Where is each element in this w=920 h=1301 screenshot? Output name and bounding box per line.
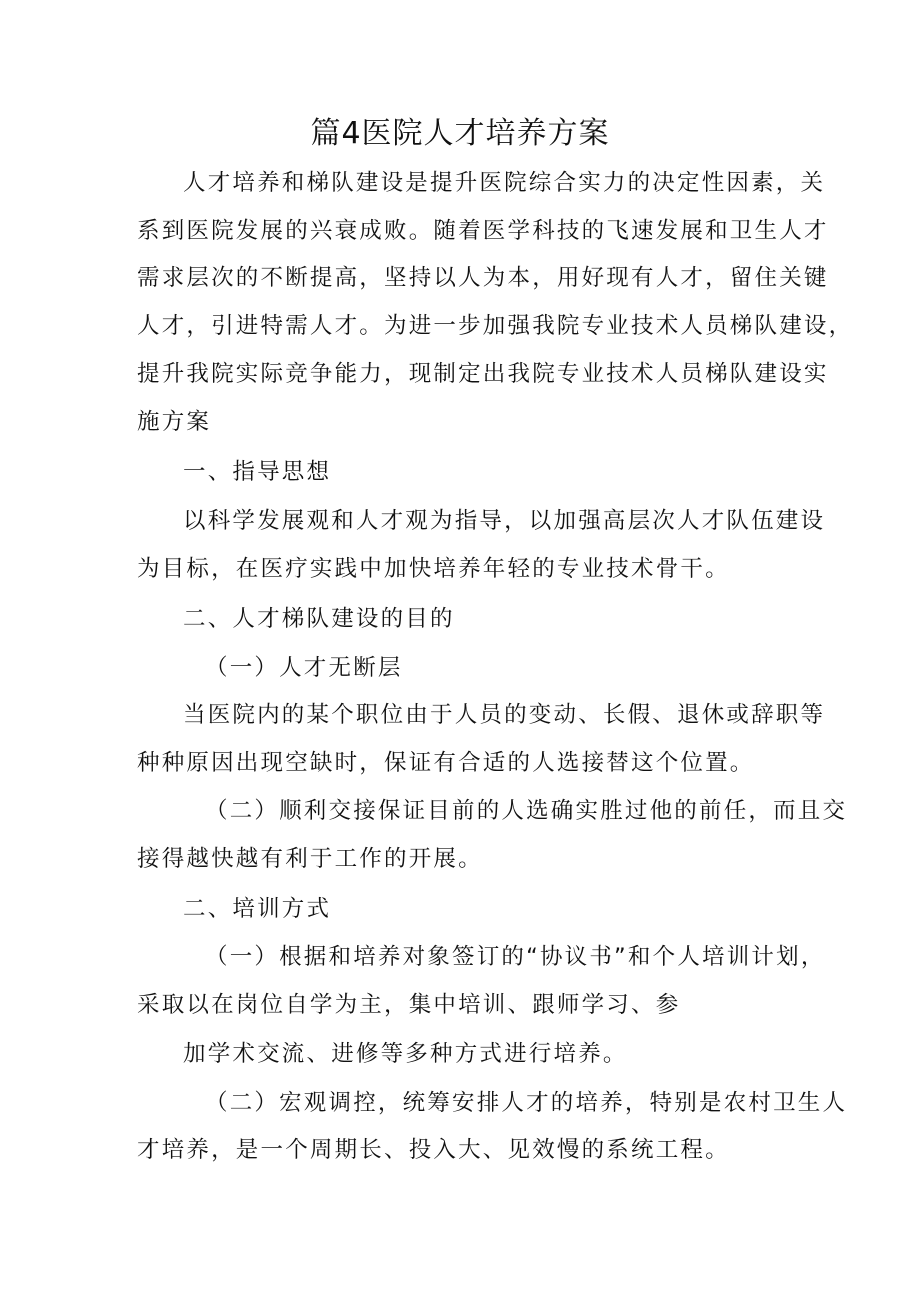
- section-heading: 二、人才梯队建设的目的: [183, 606, 455, 632]
- section-heading: 二、培训方式: [183, 896, 332, 922]
- paragraph-line: （二）宏观调控，统筹安排人才的培养，特别是农村卫生人: [205, 1090, 848, 1116]
- paragraph-line: 当医院内的某个职位由于人员的变动、长假、退休或辞职等: [183, 702, 826, 728]
- paragraph-line: 种种原因出现空缺时，保证有合适的人选接替这个位置。: [137, 750, 755, 776]
- paragraph-line: 需求层次的不断提高，坚持以人为本，用好现有人才，留住关键: [137, 265, 829, 291]
- paragraph-line: （二）顺利交接保证目前的人选确实胜过他的前任，而且交: [205, 798, 848, 824]
- paragraph-line: 为目标，在医疗实践中加快培养年轻的专业技术骨干。: [137, 556, 730, 582]
- paragraph-line: 加学术交流、进修等多种方式进行培养。: [183, 1041, 628, 1067]
- paragraph-line: （一）根据和培养对象签订的“协议书”和个人培训计划，: [205, 944, 826, 970]
- paragraph-line: 才培养，是一个周期长、投入大、见效慢的系统工程。: [137, 1137, 730, 1163]
- paragraph-line: 人才培养和梯队建设是提升医院综合实力的决定性因素，关: [183, 170, 826, 196]
- subsection-heading: （一）人才无断层: [205, 655, 403, 681]
- paragraph-line: 以科学发展观和人才观为指导，以加强高层次人才队伍建设: [183, 508, 826, 534]
- paragraph-line: 施方案: [137, 409, 212, 435]
- paragraph-line: 人才，引进特需人才。为进一步加强我院专业技术人员梯队建设，: [137, 313, 854, 339]
- document-title: 篇4医院人才培养方案: [310, 116, 610, 151]
- paragraph-line: 采取以在岗位自学为主，集中培训、跟师学习、参: [137, 992, 681, 1018]
- paragraph-line: 系到医院发展的兴衰成败。随着医学科技的飞速发展和卫生人才: [137, 218, 829, 244]
- section-heading: 一、指导思想: [183, 459, 332, 485]
- paragraph-line: 接得越快越有利于工作的开展。: [137, 846, 483, 872]
- paragraph-line: 提升我院实际竞争能力，现制定出我院专业技术人员梯队建设实: [137, 361, 829, 387]
